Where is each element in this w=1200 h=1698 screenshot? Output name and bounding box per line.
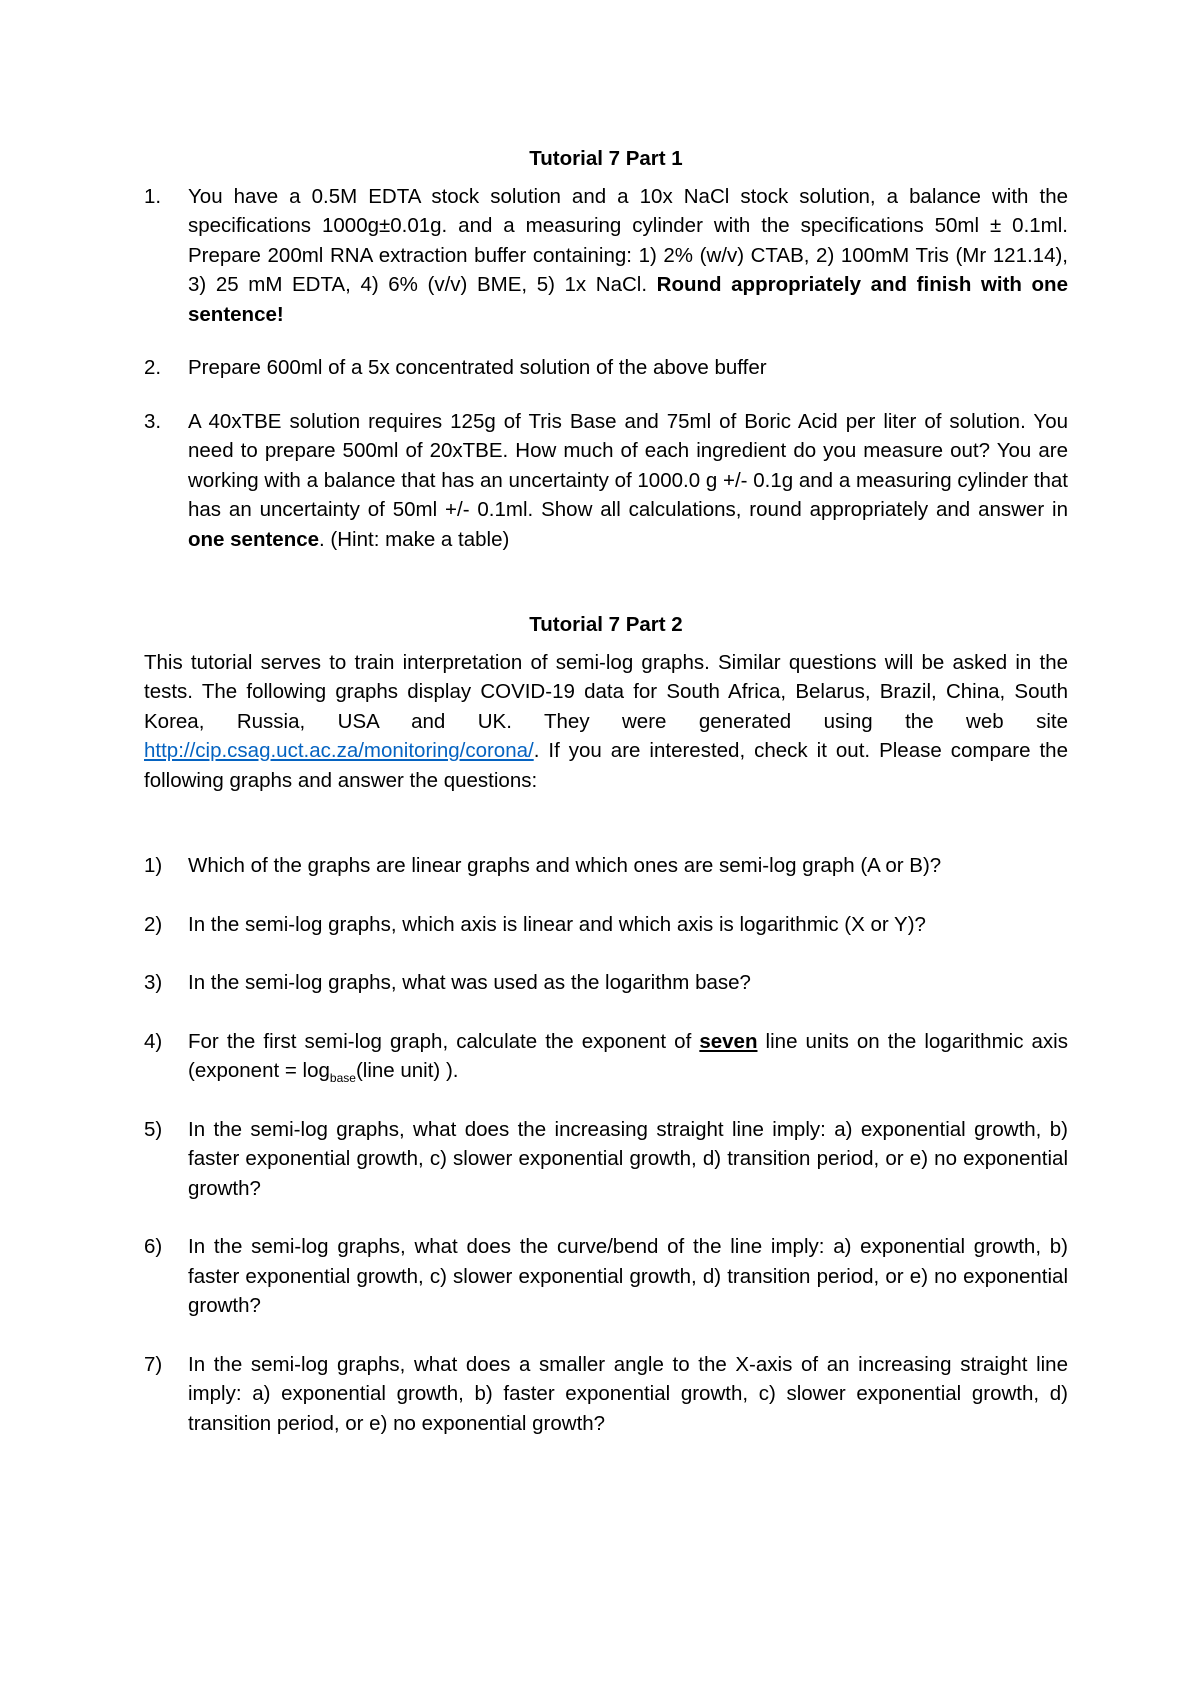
part2-intro: [144, 648, 1068, 796]
question-text: Prepare 600ml of a 5x concentrated solution of the above buffer: [188, 356, 767, 379]
part2-question-list: [144, 851, 1068, 1438]
question-emphasis: Round appropriately and finish with one sentence!: [188, 273, 1068, 326]
question-number: 1): [144, 854, 163, 877]
question-number: 7): [144, 1352, 163, 1376]
part1-title: Tutorial 7 Part 1: [529, 147, 683, 170]
question-number: 2): [144, 912, 163, 936]
subscript-base: base: [329, 1071, 356, 1086]
part2-question-4: [144, 1027, 1068, 1086]
question-text: In the semi-log graphs, what does a smaller angle to the X-axis of an increasing straight line imply: a) exponential growth, b) faster exponential growth, c) slower exponential growth, d) transition period, or e) no exponential growth?: [188, 1352, 1068, 1435]
question-number: 2.: [144, 356, 162, 379]
part1-question-1: [144, 182, 1068, 330]
intro-text-before: This tutorial serves to train interpretation of semi-log graphs. Similar questions will be asked in the tests. The following graphs display COVID-19 data for South Africa, Belarus, Brazil, China, South Korea, Russia, USA and UK. They were generated using the web site: [144, 650, 1068, 733]
part2-title: Tutorial 7 Part 2: [529, 613, 683, 636]
question-text: In the semi-log graphs, what does the increasing straight line imply: a) exponential growth, b) faster exponential growth, c) slower exponential growth, d) transition period, or e) no exponential growth?: [188, 1117, 1068, 1200]
part1-question-3: [144, 407, 1068, 555]
question-body: You have a 0.5M EDTA stock solution and a 10x NaCl stock solution, a balance with the specifications 1000g±0.01g. and a measuring cylinder with the specifications 50ml ± 0.1ml. Prepare 200ml RNA extraction buffer containing: 1) 2% (w/v) CTAB, 2) 100mM Tris (Mr 121.14), 3) 25 mM EDTA, 4) 6% (v/v) BME, 5) 1x NaCl.: [188, 184, 1068, 296]
underlined-word: seven: [699, 1029, 758, 1053]
question-emphasis: one sentence: [188, 527, 320, 551]
question-text: [188, 407, 1068, 555]
question-body-2: line units on the logarithmic axis (exponent = log: [188, 1029, 1068, 1082]
part1-question-2: [144, 353, 1068, 383]
question-body: For the first semi-log graph, calculate the exponent of: [188, 1029, 700, 1053]
part2-question-5: [144, 1115, 1068, 1204]
part2-question-3: [144, 968, 1068, 998]
question-number: 5): [144, 1117, 163, 1141]
part2-question-6: [144, 1232, 1068, 1321]
part2-question-2: [144, 910, 1068, 940]
question-body-3: (line unit) ).: [355, 1059, 459, 1082]
question-number: 1.: [144, 184, 162, 208]
question-number: 6): [144, 1235, 163, 1258]
question-text: In the semi-log graphs, what was used as the logarithm base?: [188, 971, 751, 994]
intro-text-after: . If you are interested, check it out. Please compare the following graphs and answer the questions:: [144, 739, 1068, 792]
question-text: In the semi-log graphs, which axis is linear and which axis is logarithmic (X or Y)?: [188, 912, 926, 936]
question-text: [188, 182, 1068, 330]
question-number: 3.: [144, 409, 162, 433]
question-body: A 40xTBE solution requires 125g of Tris Base and 75ml of Boric Acid per liter of solution. You need to prepare 500ml of 20xTBE. How much of each ingredient do you measure out? You are working with a balance that has an uncertainty of 1000.0 g +/- 0.1g and a measuring cylinder that has an uncertainty of 50ml +/- 0.1ml. Show all calculations, round appropriately and answer in: [188, 409, 1068, 521]
part2-question-7: [144, 1350, 1068, 1439]
question-number: 3): [144, 971, 163, 994]
question-text: [188, 1027, 1068, 1086]
question-text: In the semi-log graphs, what does the curve/bend of the line imply: a) exponential growth, b) faster exponential growth, c) slower exponential growth, d) transition period, or e) no exponential growth?: [188, 1235, 1068, 1317]
website-link[interactable]: http://cip.csag.uct.ac.za/monitoring/corona/: [144, 739, 534, 762]
question-text: Which of the graphs are linear graphs and which ones are semi-log graph (A or B)?: [188, 854, 942, 877]
part2-question-1: [144, 851, 1068, 881]
document-page: [144, 144, 1068, 1467]
question-tail: . (Hint: make a table): [319, 527, 510, 551]
question-number: 4): [144, 1029, 163, 1053]
